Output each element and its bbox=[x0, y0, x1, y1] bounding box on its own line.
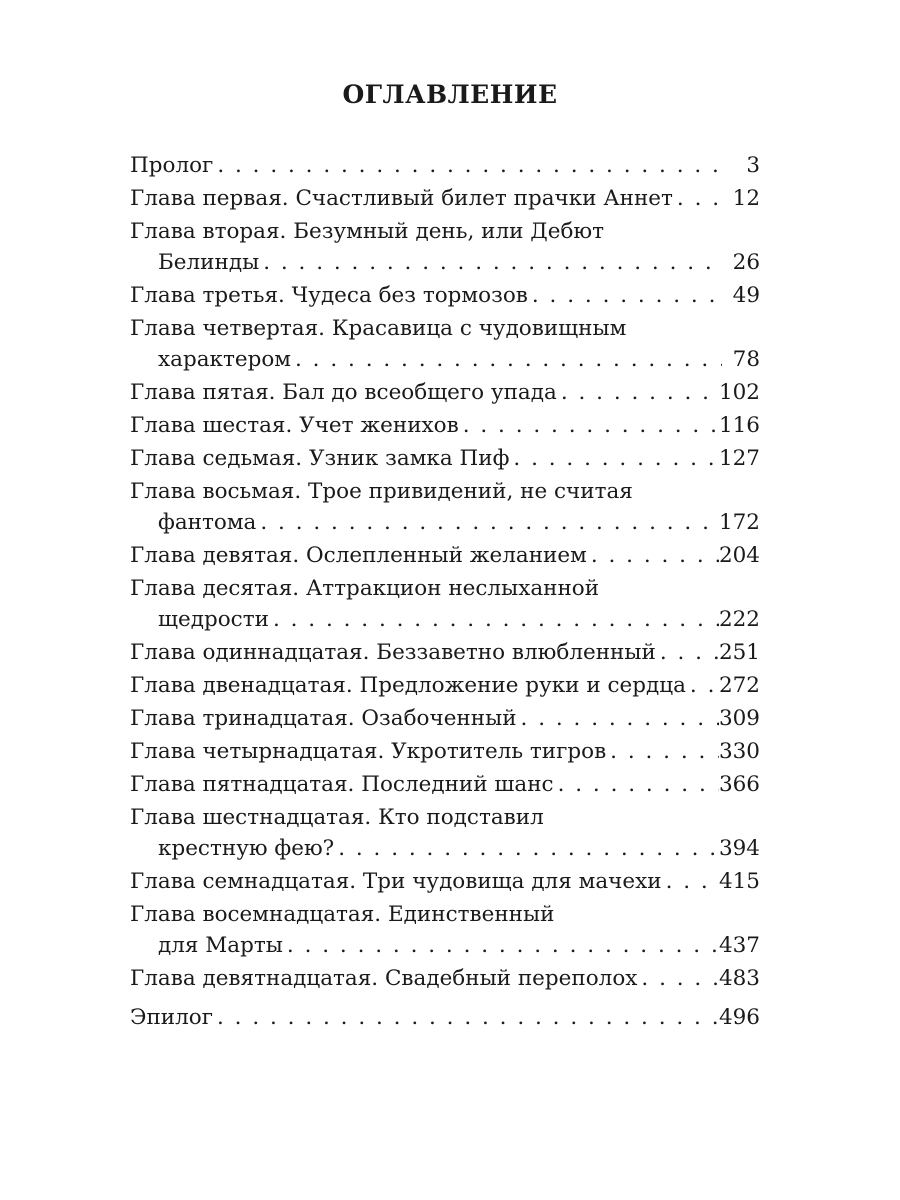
dot-leader bbox=[637, 963, 719, 994]
toc-entry-title: щедрости bbox=[158, 607, 269, 632]
toc-entry-row bbox=[130, 247, 760, 278]
toc-entry-row bbox=[130, 963, 760, 994]
toc-page-number: 415 bbox=[718, 869, 760, 894]
toc-entry-title: Белинды bbox=[158, 250, 260, 275]
toc-page-number: 172 bbox=[718, 510, 760, 535]
toc-entry bbox=[130, 670, 760, 701]
toc-entry-title: Глава третья. Чудеса без тормозов bbox=[130, 283, 528, 308]
toc-entry-title-line: Глава восьмая. Трое привидений, не считая bbox=[130, 479, 633, 504]
toc-entry-title: Глава первая. Счастливый билет прачки Аннет bbox=[130, 186, 673, 211]
dot-leader bbox=[509, 443, 719, 474]
toc-entry-row bbox=[130, 377, 760, 408]
toc-entry bbox=[130, 313, 760, 375]
toc-page-number: 496 bbox=[718, 1005, 760, 1030]
toc-entry-row bbox=[130, 670, 760, 701]
toc-entry-title: Глава тринадцатая. Озабоченный bbox=[130, 706, 517, 731]
toc-entry-row bbox=[130, 443, 760, 474]
dot-leader bbox=[517, 703, 719, 734]
toc-entry-title: Глава одиннадцатая. Беззаветно влюбленный bbox=[130, 640, 656, 665]
toc-entry-title: Глава шестая. Учет женихов bbox=[130, 413, 459, 438]
dot-leader bbox=[269, 604, 719, 635]
toc-entry bbox=[130, 866, 760, 897]
toc-entry bbox=[130, 183, 760, 214]
toc-entry-title-line: Глава четвертая. Красавица с чудовищным bbox=[130, 316, 627, 341]
toc-entry-title-line: Глава шестнадцатая. Кто подставил bbox=[130, 805, 544, 830]
toc-entry bbox=[130, 1002, 760, 1033]
toc-page-number: 394 bbox=[718, 836, 760, 861]
toc-entry-title: Глава пятая. Бал до всеобщего упада bbox=[130, 380, 557, 405]
toc-entry bbox=[130, 216, 760, 278]
dot-leader bbox=[686, 670, 719, 701]
toc-entry bbox=[130, 899, 760, 961]
toc-page-number: 49 bbox=[732, 283, 760, 308]
toc-entry bbox=[130, 540, 760, 571]
toc-entry-title: Глава девятая. Ослепленный желанием bbox=[130, 543, 587, 568]
dot-leader bbox=[459, 410, 719, 441]
toc-entry-row bbox=[130, 280, 760, 311]
toc-page-number: 437 bbox=[718, 933, 760, 958]
toc-page-number: 127 bbox=[718, 446, 760, 471]
dot-leader bbox=[213, 1002, 719, 1033]
toc-entry-title: характером bbox=[158, 347, 292, 372]
toc-entry-title-line: Глава восемнадцатая. Единственный bbox=[130, 902, 555, 927]
toc-entry-row bbox=[130, 183, 760, 214]
toc-entry bbox=[130, 703, 760, 734]
toc-entry bbox=[130, 410, 760, 441]
dot-leader bbox=[656, 637, 719, 668]
toc-page-number: 309 bbox=[718, 706, 760, 731]
toc-page-number: 204 bbox=[718, 543, 760, 568]
toc-entry-row bbox=[130, 604, 760, 635]
toc-page-number: 3 bbox=[746, 153, 760, 178]
toc-entry bbox=[130, 443, 760, 474]
toc-entry-title: Глава девятнадцатая. Свадебный переполох bbox=[130, 966, 638, 991]
dot-leader bbox=[673, 183, 722, 214]
toc-entry bbox=[130, 573, 760, 635]
toc-entry-title: Глава семнадцатая. Три чудовища для мачехи bbox=[130, 869, 662, 894]
toc-entry bbox=[130, 736, 760, 767]
dot-leader bbox=[334, 833, 719, 864]
toc-page-number: 222 bbox=[718, 607, 760, 632]
toc-page-number: 272 bbox=[718, 673, 760, 698]
toc-entry-title-line: Глава десятая. Аттракцион неслыханной bbox=[130, 576, 600, 601]
toc-page-number: 78 bbox=[732, 347, 760, 372]
toc-entry bbox=[130, 769, 760, 800]
toc-entry-title: крестную фею? bbox=[158, 836, 335, 861]
toc-entry-row bbox=[130, 540, 760, 571]
toc-entry-title-line: Глава вторая. Безумный день, или Дебют bbox=[130, 219, 605, 244]
toc-entry bbox=[130, 150, 760, 181]
dot-leader bbox=[557, 377, 719, 408]
toc-page-number: 102 bbox=[718, 380, 760, 405]
toc-heading: ОГЛАВЛЕНИЕ bbox=[342, 80, 558, 109]
toc-entry-row bbox=[130, 507, 760, 538]
toc-entry-title: Глава пятнадцатая. Последний шанс bbox=[130, 772, 554, 797]
toc-entry-row bbox=[130, 736, 760, 767]
toc-entry-row bbox=[130, 1002, 760, 1033]
toc-entry bbox=[130, 802, 760, 864]
toc-page-number: 116 bbox=[718, 413, 760, 438]
dot-leader bbox=[606, 736, 719, 767]
toc-page-number: 330 bbox=[718, 739, 760, 764]
table-of-contents bbox=[130, 150, 760, 1035]
toc-page-number: 12 bbox=[732, 186, 760, 211]
toc-entry bbox=[130, 377, 760, 408]
dot-leader bbox=[554, 769, 719, 800]
toc-entry-title: Эпилог bbox=[130, 1005, 213, 1030]
toc-entry-title: Глава двенадцатая. Предложение руки и сердца bbox=[130, 673, 686, 698]
toc-entry-row bbox=[130, 150, 760, 181]
dot-leader bbox=[662, 866, 719, 897]
toc-entry bbox=[130, 476, 760, 538]
toc-page-number: 251 bbox=[718, 640, 760, 665]
toc-entry-row bbox=[130, 410, 760, 441]
dot-leader bbox=[259, 247, 722, 278]
toc-entry-row bbox=[130, 833, 760, 864]
toc-entry-title: фантома bbox=[158, 510, 257, 535]
dot-leader bbox=[291, 344, 722, 375]
toc-entry-row bbox=[130, 866, 760, 897]
toc-entry bbox=[130, 637, 760, 668]
dot-leader bbox=[587, 540, 719, 571]
dot-leader bbox=[528, 280, 722, 311]
toc-page-number: 366 bbox=[718, 772, 760, 797]
dot-leader bbox=[256, 507, 719, 538]
toc-entry-title: Пролог bbox=[130, 153, 214, 178]
dot-leader bbox=[283, 930, 719, 961]
toc-entry-title: Глава седьмая. Узник замка Пиф bbox=[130, 446, 510, 471]
toc-entry-row bbox=[130, 769, 760, 800]
toc-entry-row bbox=[130, 637, 760, 668]
toc-entry bbox=[130, 280, 760, 311]
toc-page-number: 26 bbox=[732, 250, 760, 275]
toc-entry-row bbox=[130, 930, 760, 961]
toc-entry-title: для Марты bbox=[158, 933, 283, 958]
toc-entry-row bbox=[130, 344, 760, 375]
dot-leader bbox=[213, 150, 722, 181]
toc-entry-row bbox=[130, 703, 760, 734]
toc-entry bbox=[130, 963, 760, 994]
toc-entry-title: Глава четырнадцатая. Укротитель тигров bbox=[130, 739, 607, 764]
toc-page-number: 483 bbox=[718, 966, 760, 991]
